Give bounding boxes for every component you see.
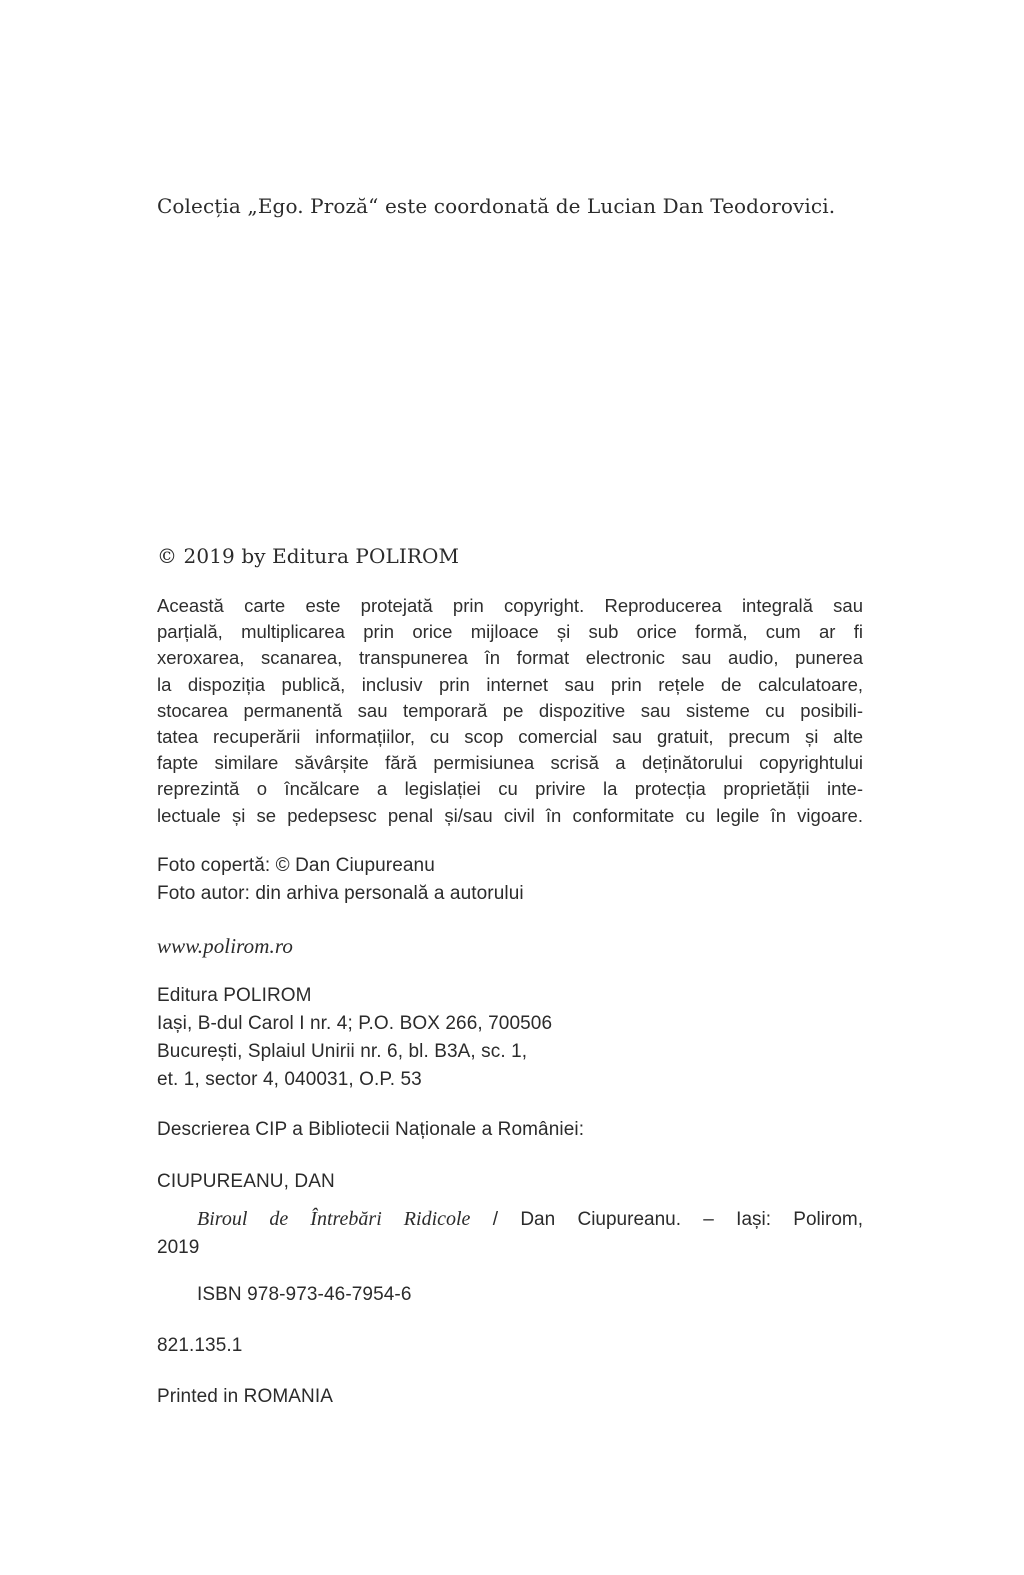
- cip-author: CIUPUREANU, DAN: [157, 1171, 335, 1192]
- series-note: Colecția „Ego. Proză“ este coordonată de Lucian Dan Teodorovici.: [157, 194, 836, 218]
- legal-line: parțială, multiplicarea prin orice mijloace și sub orice formă, cum ar fi: [157, 621, 863, 643]
- legal-line: reprezintă o încălcare a legislației cu privire la protecția proprietății inte-: [157, 778, 863, 800]
- udc-classification: 821.135.1: [157, 1335, 243, 1356]
- cip-heading: Descrierea CIP a Bibliotecii Naționale a României:: [157, 1119, 585, 1140]
- legal-line: xeroxarea, scanarea, transpunerea în format electronic sau audio, punerea: [157, 647, 863, 669]
- copyright-notice: © 2019 by Editura POLIROM: [157, 544, 460, 568]
- cip-responsibility: / Dan Ciupureanu. – Iași: Polirom,: [470, 1209, 863, 1230]
- publisher-address-bucuresti-cont: et. 1, sector 4, 040031, O.P. 53: [157, 1069, 422, 1090]
- cover-photo-credit: Foto copertă: © Dan Ciupureanu: [157, 855, 435, 876]
- book-title: Biroul de Întrebări Ridicole: [197, 1208, 471, 1230]
- legal-line: la dispoziția publică, inclusiv prin internet sau prin rețele de calculatoare,: [157, 673, 863, 695]
- publisher-address-iasi: Iași, B-dul Carol I nr. 4; P.O. BOX 266, 700506: [157, 1013, 553, 1034]
- publisher-website: www.polirom.ro: [157, 934, 293, 958]
- legal-line: lectuale și se pedepsesc penal și/sau civil în conformitate cu legile în vigoare.: [157, 804, 863, 826]
- legal-line: fapte similare săvârșite fără permisiunea scrisă a deținătorului copyrightului: [157, 752, 863, 774]
- publisher-address-bucuresti: București, Splaiul Unirii nr. 6, bl. B3A, sc. 1,: [157, 1041, 528, 1062]
- legal-line: tatea recuperării informațiilor, cu scop comercial sau gratuit, precum și alte: [157, 725, 863, 747]
- cip-year: 2019: [157, 1237, 200, 1258]
- publisher-name: Editura POLIROM: [157, 985, 312, 1006]
- legal-line: stocarea permanentă sau temporară pe dispozitive sau sisteme cu posibili-: [157, 699, 863, 721]
- isbn: ISBN 978-973-46-7954-6: [197, 1284, 412, 1305]
- cip-entry: [157, 1205, 863, 1262]
- legal-notice: [157, 593, 863, 829]
- printed-in: Printed in ROMANIA: [157, 1386, 334, 1407]
- legal-line: Această carte este protejată prin copyright. Reproducerea integrală sau: [157, 595, 863, 616]
- cip-title-line: [157, 1205, 863, 1234]
- author-photo-credit: Foto autor: din arhiva personală a autorului: [157, 883, 524, 904]
